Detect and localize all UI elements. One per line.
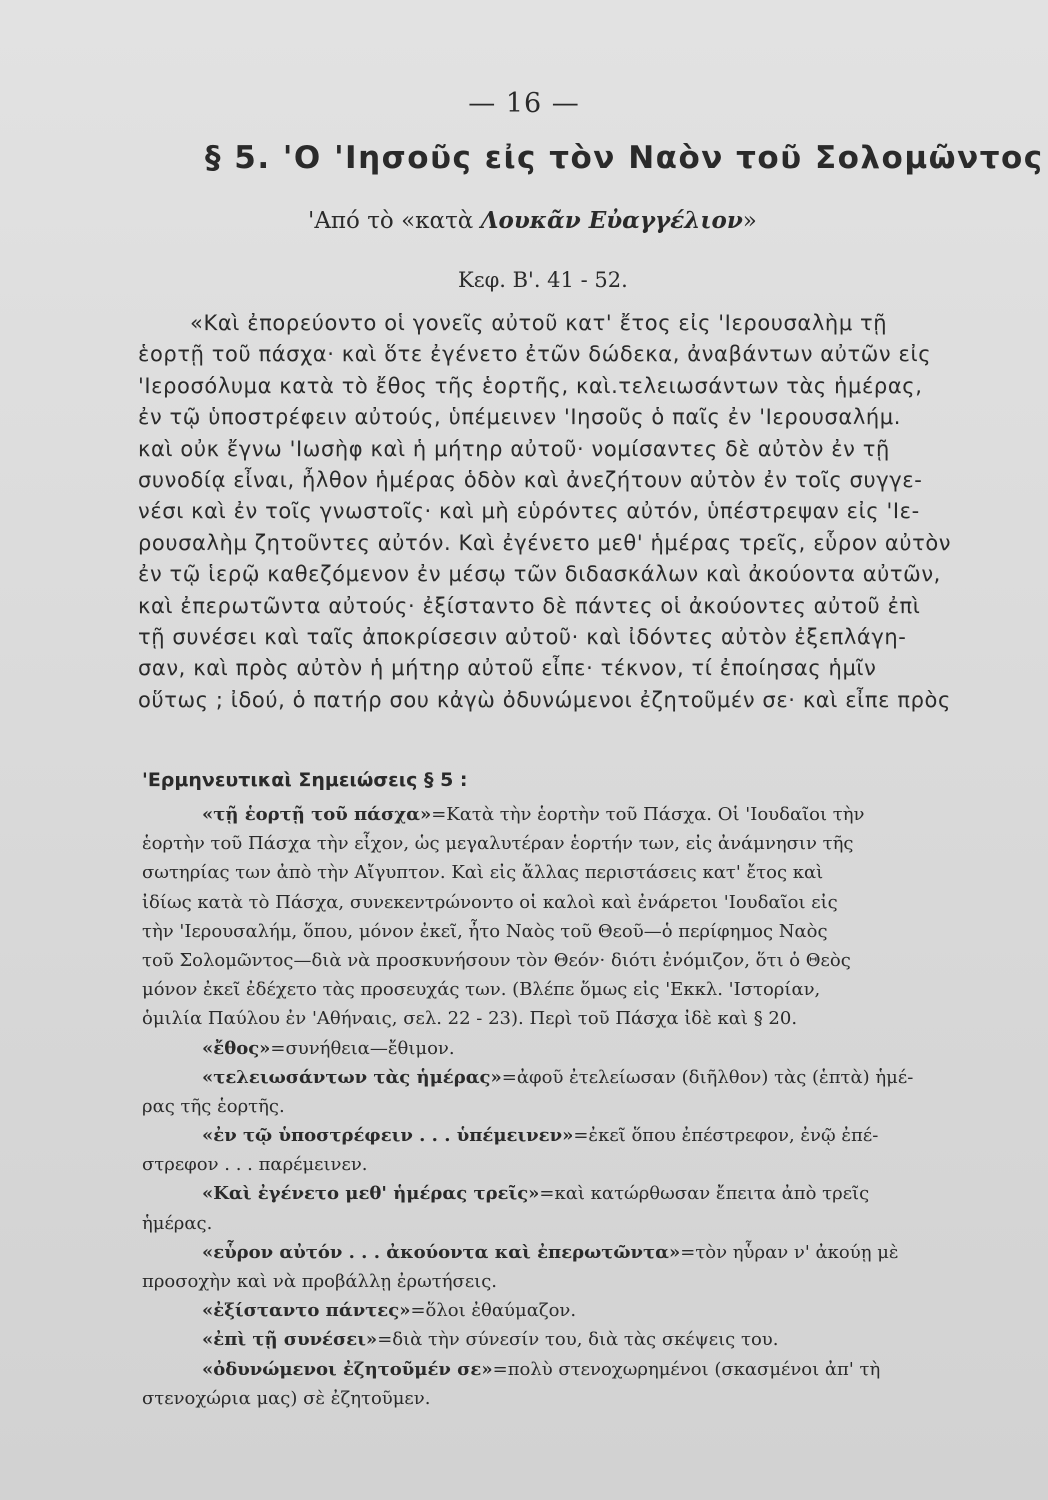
gospel-line: καὶ ἐπερωτῶντα αὐτούς· ἐξίσταντο δὲ πάντες οἱ ἀκούοντες αὐτοῦ ἐπὶ [138,593,921,618]
note-text: μόνον ἐκεῖ ἐδέχετο τὰς προσευχάς των. (Βλέπε ὅμως εἰς 'Εκκλ. 'Ιστορίαν, [142,979,821,1001]
note-text: ἡμέρας. [142,1212,213,1234]
source-suffix: » [742,208,757,234]
notes-heading: 'Ερμηνευτικαὶ Σημειώσεις § 5 : [142,769,468,791]
note-line [142,1296,960,1325]
gospel-line: τῇ συνέσει καὶ ταῖς ἀποκρίσεσιν αὐτοῦ· καὶ ἰδόντες αὐτὸν ἐξεπλάγη- [138,624,907,649]
note-text: ρας τῆς ἑορτῆς. [142,1095,285,1117]
gospel-line: σαν, καὶ πρὸς αὐτὸν ἡ μήτηρ αὐτοῦ εἶπε· τέκνον, τί ἐποίησας ἡμῖν [138,656,877,681]
note-text: =Κατὰ τὴν ἑορτὴν τοῦ Πάσχα. Οἱ 'Ιουδαῖοι τὴν [431,804,865,825]
note-text: =καὶ κατώρθωσαν ἔπειτα ἀπὸ τρεῖς [539,1183,870,1205]
gospel-line: ἑορτῇ τοῦ πάσχα· καὶ ὅτε ἐγένετο ἐτῶν δώδεκα, ἀναβάντων αὐτῶν εἰς [138,342,932,367]
note-lemma: «ἔθος» [202,1037,271,1059]
note-line [142,1238,960,1267]
source-book: Λουκᾶν Εὐαγγέλιον [480,207,743,234]
note-text: =συνήθεια—ἔθιμον. [270,1037,455,1059]
note-lemma: «ἐξίσταντο πάντες» [202,1300,411,1322]
note-text: =ἀφοῦ ἐτελείωσαν (διῆλθον) τὰς (ἑπτὰ) ἡμέ- [501,1066,914,1088]
gospel-line: οὕτως ; ἰδού, ὁ πατήρ σου κἀγὼ ὀδυνώμενοι ἐζητοῦμέν σε· καὶ εἶπε πρὸς [138,687,951,712]
gospel-line: 'Ιεροσόλυμα κατὰ τὸ ἔθος τῆς ἑορτῆς, καὶ.τελειωσάντων τὰς ἡμέρας, [138,373,923,398]
gospel-line: ρουσαλὴμ ζητοῦντες αὐτόν. Καὶ ἐγένετο μεθ' ἡμέρας τρεῖς, εὗρον αὐτὸν [138,530,952,555]
note-text: τὴν 'Ιερουσαλήμ, ὅπου, μόνον ἐκεῖ, ἦτο Ναὸς τοῦ Θεοῦ—ὁ περίφημος Ναὸς [142,920,828,942]
gospel-passage [138,308,958,716]
gospel-line: ἐν τῷ ὑποστρέφειν αὐτούς, ὑπέμεινεν 'Ιησοῦς ὁ παῖς ἐν 'Ιερουσαλήμ. [138,405,902,430]
note-line [142,975,960,1004]
note-line [142,1384,960,1413]
note-text: τοῦ Σολομῶντος—διὰ νὰ προσκυνήσουν τὸν Θεόν· διότι ἐνόμιζον, ὅτι ὁ Θεὸς [142,949,851,971]
note-line [142,1325,960,1354]
note-text: ἑορτὴν τοῦ Πάσχα τὴν εἶχον, ὡς μεγαλυτέραν ἑορτήν των, εἰς ἀνάμνησιν τῆς [142,833,854,855]
note-text: προσοχὴν καὶ νὰ προβάλλῃ ἐρωτήσεις. [142,1271,497,1292]
note-line [142,1121,960,1150]
note-text: =πολὺ στενοχωρημένοι (σκασμένοι ἀπ' τὴ [492,1358,881,1380]
note-lemma: «τῇ ἑορτῇ τοῦ πάσχα» [202,804,432,825]
gospel-line: καὶ οὐκ ἔγνω 'Ιωσὴφ καὶ ἡ μήτηρ αὐτοῦ· νομίσαντες δὲ αὐτὸν ἐν τῇ [138,436,890,461]
note-line [142,1063,960,1092]
note-text: =διὰ τὴν σύνεσίν του, διὰ τὰς σκέψεις του. [377,1329,779,1351]
note-text: ὁμιλία Παύλου ἐν 'Αθήναις, σελ. 22 - 23). Περὶ τοῦ Πάσχα ἰδὲ καὶ § 20. [142,1008,798,1030]
note-line [142,1209,960,1238]
gospel-line: συνοδίᾳ εἶναι, ἦλθον ἡμέρας ὁδὸν καὶ ἀνεζήτουν αὐτὸν ἐν τοῖς συγγε- [138,467,923,492]
page-number: — 16 — [468,88,580,119]
note-text: =ὅλοι ἐθαύμαζον. [410,1300,577,1322]
section-title: § 5. 'Ο 'Ιησοῦς εἰς τὸν Ναὸν τοῦ Σολομῶντος [205,140,1044,176]
note-text: =ἐκεῖ ὅπου ἐπέστρεφον, ἐνῷ ἐπέ- [573,1125,879,1147]
source-prefix: 'Από τὸ «κατὰ [308,208,481,234]
note-text: στενοχώρια μας) σὲ ἐζητοῦμεν. [142,1387,431,1409]
note-line [142,946,960,975]
note-line [142,1004,960,1033]
gospel-line: νέσι καὶ ἐν τοῖς γνωστοῖς· καὶ μὴ εὑρόντες αὐτόν, ὑπέστρεψαν εἰς 'Ιε- [138,499,920,524]
note-lemma: «ἐπὶ τῇ συνέσει» [202,1329,378,1351]
note-line [142,917,960,946]
note-lemma: «Καὶ ἐγένετο μεθ' ἡμέρας τρεῖς» [202,1183,540,1205]
note-lemma: «ὀδυνώμενοι ἐζητοῦμέν σε» [202,1358,493,1380]
note-line [142,1267,960,1296]
note-line [142,1034,960,1063]
note-line [142,888,960,917]
note-line [142,1150,960,1179]
note-lemma: «τελειωσάντων τὰς ἡμέρας» [202,1066,502,1088]
note-text: στρεφον . . . παρέμεινεν. [142,1154,368,1176]
source-line [308,207,757,234]
note-text: ἰδίως κατὰ τὸ Πάσχα, συνεκεντρώνοντο οἱ καλοὶ καὶ ἐνάρετοι 'Ιουδαῖοι εἰς [142,891,838,913]
note-text: =τὸν ηὗραν ν' ἀκούῃ μὲ [680,1241,899,1263]
note-lemma: «εὗρον αὐτόν . . . ἀκούοντα καὶ ἐπερωτῶντα» [202,1241,681,1263]
gospel-line: «Καὶ ἐπορεύοντο οἱ γονεῖς αὐτοῦ κατ' ἔτος εἰς 'Ιερουσαλὴμ τῇ [190,311,888,335]
gospel-line: ἐν τῷ ἱερῷ καθεζόμενον ἐν μέσῳ τῶν διδασκάλων καὶ ἀκούοντα αὐτῶν, [138,562,941,587]
notes-body [142,800,960,1413]
note-line [142,829,960,858]
note-line [142,1092,960,1121]
note-line [142,1355,960,1384]
note-line [142,858,960,887]
note-line [142,800,960,829]
notes-section [142,766,960,1413]
note-lemma: «ἐν τῷ ὑποστρέφειν . . . ὑπέμεινεν» [202,1125,574,1147]
note-text: σωτηρίας των ἀπὸ τὴν Αἴγυπτον. Καὶ εἰς ἄλλας περιστάσεις κατ' ἔτος καὶ [142,862,824,884]
chapter-reference: Κεφ. Β'. 41 - 52. [458,268,628,292]
note-line [142,1179,960,1208]
